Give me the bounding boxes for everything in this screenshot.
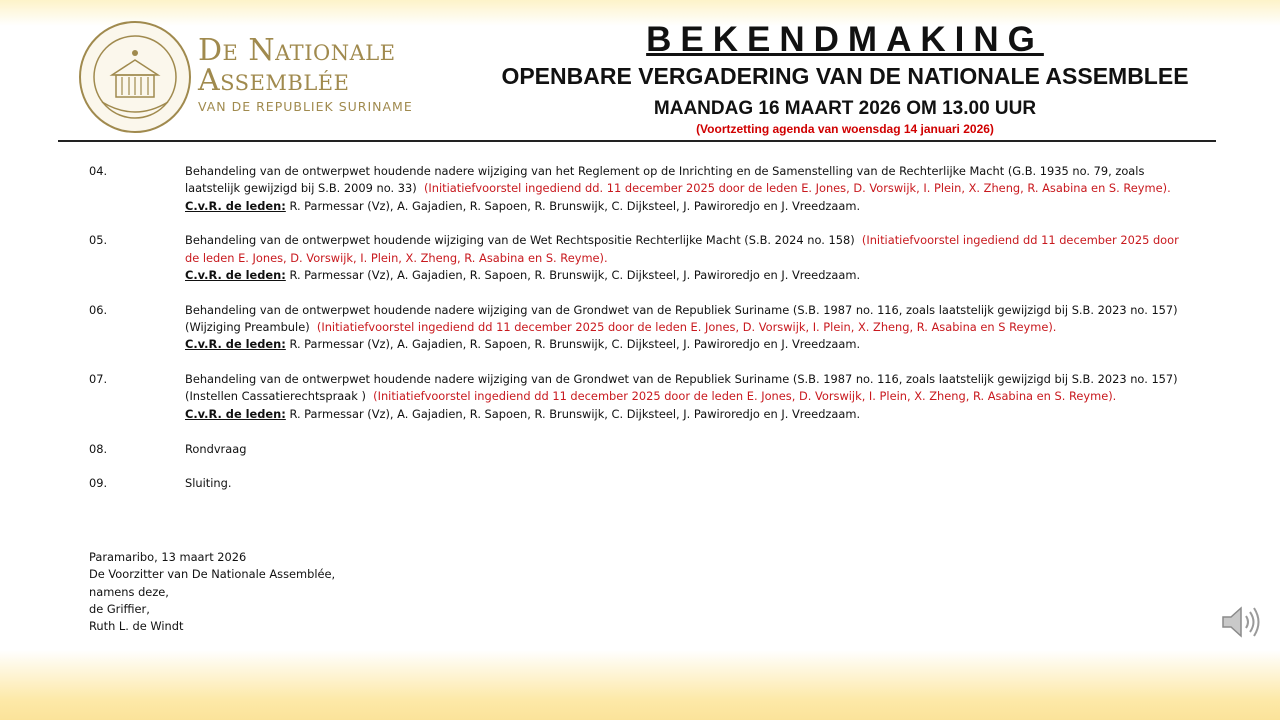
chair-line: De Voorzitter van De Nationale Assemblée, bbox=[89, 567, 336, 582]
agenda-item bbox=[89, 371, 1179, 423]
meeting-subtitle: OPENBARE VERGADERING VAN DE NATIONALE ASSEMBLEE bbox=[501, 63, 1189, 89]
on-behalf-line: namens deze, bbox=[89, 584, 169, 599]
cvr-members: R. Parmessar (Vz), A. Gajadien, R. Sapoen, R. Brunswijk, C. Dijksteel, J. Pawiroredjo en J. Vreedzaam. bbox=[289, 198, 861, 213]
agenda-item-text: Behandeling van de ontwerpwet houdende wijziging van de Wet Rechtspositie Rechterlijke Macht (S.B. 2024 no. 158) bbox=[185, 233, 855, 248]
parliament-seal-icon bbox=[78, 20, 192, 134]
agenda-item-text: Behandeling van de ontwerpwet houdende nadere wijziging van de Grondwet van de Republiek Suriname (S.B. 1987 no. 116, zoals laatstelijk gewijzigd bij S.B. 2023 no. 157) (Wijziging Preambule) bbox=[185, 302, 1178, 335]
brand-line-1: De Nationale bbox=[198, 33, 396, 68]
agenda-item-number: 04. bbox=[89, 164, 108, 178]
agenda-item-text: Behandeling van de ontwerpwet houdende nadere wijziging van de Grondwet van de Republiek Suriname (S.B. 1987 no. 116, zoals laatstelijk gewijzigd bij S.B. 2023 no. 157) (Instellen Cassatierechtspraak ) bbox=[185, 372, 1178, 404]
place-date: Paramaribo, 13 maart 2026 bbox=[89, 550, 247, 564]
initiative-note: (Initiatiefvoorstel ingediend dd 11 december 2025 door de leden E. Jones, D. Vorswijk, I. Plein, X. Zheng, R. Asabina en S. Reyme). bbox=[373, 389, 1117, 404]
agenda-item-text: Behandeling van de ontwerpwet houdende nadere wijziging van het Reglement op de Inrichting en de Samenstelling van de Rechterlijke Macht (G.B. 1935 no. 79, zoals laatstelijk gewijzigd bij S.B. 2009 no. 33) bbox=[185, 164, 1145, 196]
page-title: BEKENDMAKING bbox=[646, 20, 1044, 59]
agenda-item bbox=[89, 475, 1179, 492]
brand-wordmark bbox=[198, 33, 413, 114]
initiative-note: (Initiatiefvoorstel ingediend dd 11 december 2025 door de leden E. Jones, D. Vorswijk, I. Plein, X. Zheng, R. Asabina en S. Reyme). bbox=[185, 233, 1179, 265]
header-divider bbox=[58, 140, 1216, 142]
cvr-label: C.v.R. de leden: bbox=[185, 267, 286, 282]
agenda-item-number: 09. bbox=[89, 476, 108, 491]
agenda-item-number: 07. bbox=[89, 372, 108, 387]
agenda-item bbox=[89, 232, 1179, 284]
clerk-title: de Griffier, bbox=[89, 601, 150, 616]
initiative-note: (Initiatiefvoorstel ingediend dd. 11 december 2025 door de leden E. Jones, D. Vorswijk, I. Plein, X. Zheng, R. Asabina en S. Reyme). bbox=[423, 181, 1171, 196]
continuation-note: (Voortzetting agenda van woensdag 14 januari 2026) bbox=[696, 122, 994, 136]
agenda-item-text: Rondvraag bbox=[185, 441, 247, 456]
cvr-members: R. Parmessar (Vz), A. Gajadien, R. Sapoen, R. Brunswijk, C. Dijksteel, J. Pawiroredjo en J. Vreedzaam. bbox=[289, 406, 861, 421]
clerk-name: Ruth L. de Windt bbox=[89, 619, 184, 634]
cvr-members: R. Parmessar (Vz), A. Gajadien, R. Sapoen, R. Brunswijk, C. Dijksteel, J. Pawiroredjo en J. Vreedzaam. bbox=[289, 337, 861, 352]
announcement-header bbox=[470, 20, 1220, 137]
agenda-item-text: Sluiting. bbox=[185, 476, 232, 491]
speaker-icon[interactable] bbox=[1219, 602, 1265, 642]
cvr-members: R. Parmessar (Vz), A. Gajadien, R. Sapoen, R. Brunswijk, C. Dijksteel, J. Pawiroredjo en J. Vreedzaam. bbox=[289, 267, 861, 282]
cvr-label: C.v.R. de leden: bbox=[185, 337, 286, 352]
cvr-label: C.v.R. de leden: bbox=[185, 198, 286, 213]
agenda-list bbox=[89, 163, 1179, 510]
meeting-date: MAANDAG 16 MAART 2026 OM 13.00 UUR bbox=[653, 98, 1037, 119]
agenda-item bbox=[89, 302, 1179, 354]
signature-block bbox=[89, 549, 335, 635]
cvr-label: C.v.R. de leden: bbox=[185, 406, 286, 421]
agenda-item-number: 08. bbox=[89, 441, 108, 456]
initiative-note: (Initiatiefvoorstel ingediend dd 11 december 2025 door de leden E. Jones, D. Vorswijk, I. Plein, X. Zheng, R. Asabina en S Reyme). bbox=[316, 320, 1057, 335]
agenda-item bbox=[89, 441, 1179, 458]
agenda-item-number: 05. bbox=[89, 233, 108, 248]
agenda-item bbox=[89, 163, 1179, 215]
agenda-item-number: 06. bbox=[89, 302, 108, 317]
brand-line-3: VAN DE REPUBLIEK SURINAME bbox=[198, 99, 413, 114]
brand-line-2: Assemblée bbox=[198, 63, 350, 98]
